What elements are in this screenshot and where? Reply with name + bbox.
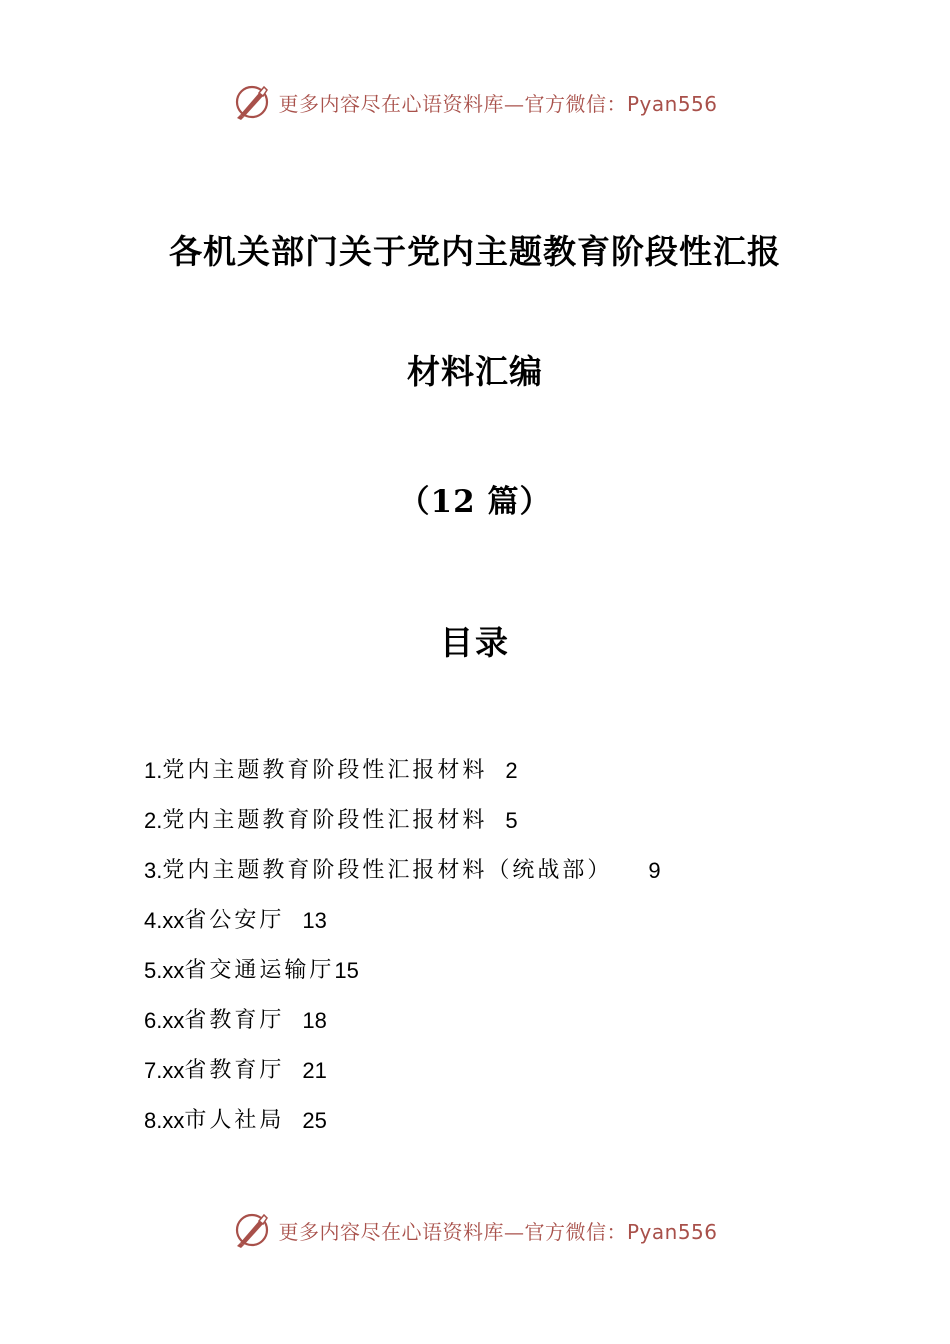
- watermark-text: 更多内容尽在心语资料库—官方微信：Pyan556: [278, 1219, 718, 1244]
- document-count: （12 篇）: [398, 484, 552, 520]
- document-title-line2: 材料汇编: [407, 352, 543, 391]
- toc-item[interactable]: [144, 796, 661, 846]
- toc-item-number: 5.xx: [144, 958, 185, 983]
- toc-item-page: 2: [505, 758, 518, 783]
- toc-item-page: 18: [302, 1008, 327, 1033]
- toc-item-number: 7.xx: [144, 1058, 185, 1083]
- toc-item-page: 5: [505, 808, 518, 833]
- toc-item[interactable]: [144, 846, 661, 896]
- toc-item-title: 省交通运输厅: [184, 958, 335, 983]
- toc-item-title: 省教育厅: [184, 1008, 285, 1033]
- toc-item-number: 8.xx: [144, 1108, 185, 1133]
- footer-watermark: [0, 1208, 950, 1252]
- toc-item-page: 13: [302, 908, 327, 933]
- pen-circle-icon: [232, 82, 272, 122]
- toc-item-number: 1.: [144, 758, 163, 783]
- toc-item-title: 党内主题教育阶段性汇报材料: [162, 808, 488, 833]
- toc-item-page: 15: [334, 958, 359, 983]
- toc-item-page: 25: [302, 1108, 327, 1133]
- toc-item-page: 21: [302, 1058, 327, 1083]
- toc-item-number: 4.xx: [144, 908, 185, 933]
- toc-item[interactable]: [144, 896, 661, 946]
- pen-circle-icon: [232, 1210, 272, 1250]
- toc-item-number: 6.xx: [144, 1008, 185, 1033]
- toc-item[interactable]: [144, 946, 661, 996]
- toc-item[interactable]: [144, 746, 661, 796]
- toc-item[interactable]: [144, 1096, 661, 1146]
- toc-item-title: 市人社局: [184, 1108, 285, 1133]
- toc-item-title: 党内主题教育阶段性汇报材料: [162, 758, 488, 783]
- toc-item-number: 3.: [144, 858, 163, 883]
- watermark-text: 更多内容尽在心语资料库—官方微信：Pyan556: [278, 91, 718, 116]
- table-of-contents: [144, 746, 661, 1146]
- toc-item[interactable]: [144, 1046, 661, 1096]
- toc-item-page: 9: [648, 858, 661, 883]
- toc-item-title: 党内主题教育阶段性汇报材料（统战部）: [162, 858, 613, 883]
- toc-item-title: 省公安厅: [184, 908, 285, 933]
- document-title-line1: 各机关部门关于党内主题教育阶段性汇报: [169, 232, 781, 271]
- toc-heading: 目录: [440, 623, 510, 662]
- header-watermark: [0, 80, 950, 124]
- toc-item-title: 省教育厅: [184, 1058, 285, 1083]
- toc-item-number: 2.: [144, 808, 163, 833]
- toc-item[interactable]: [144, 996, 661, 1046]
